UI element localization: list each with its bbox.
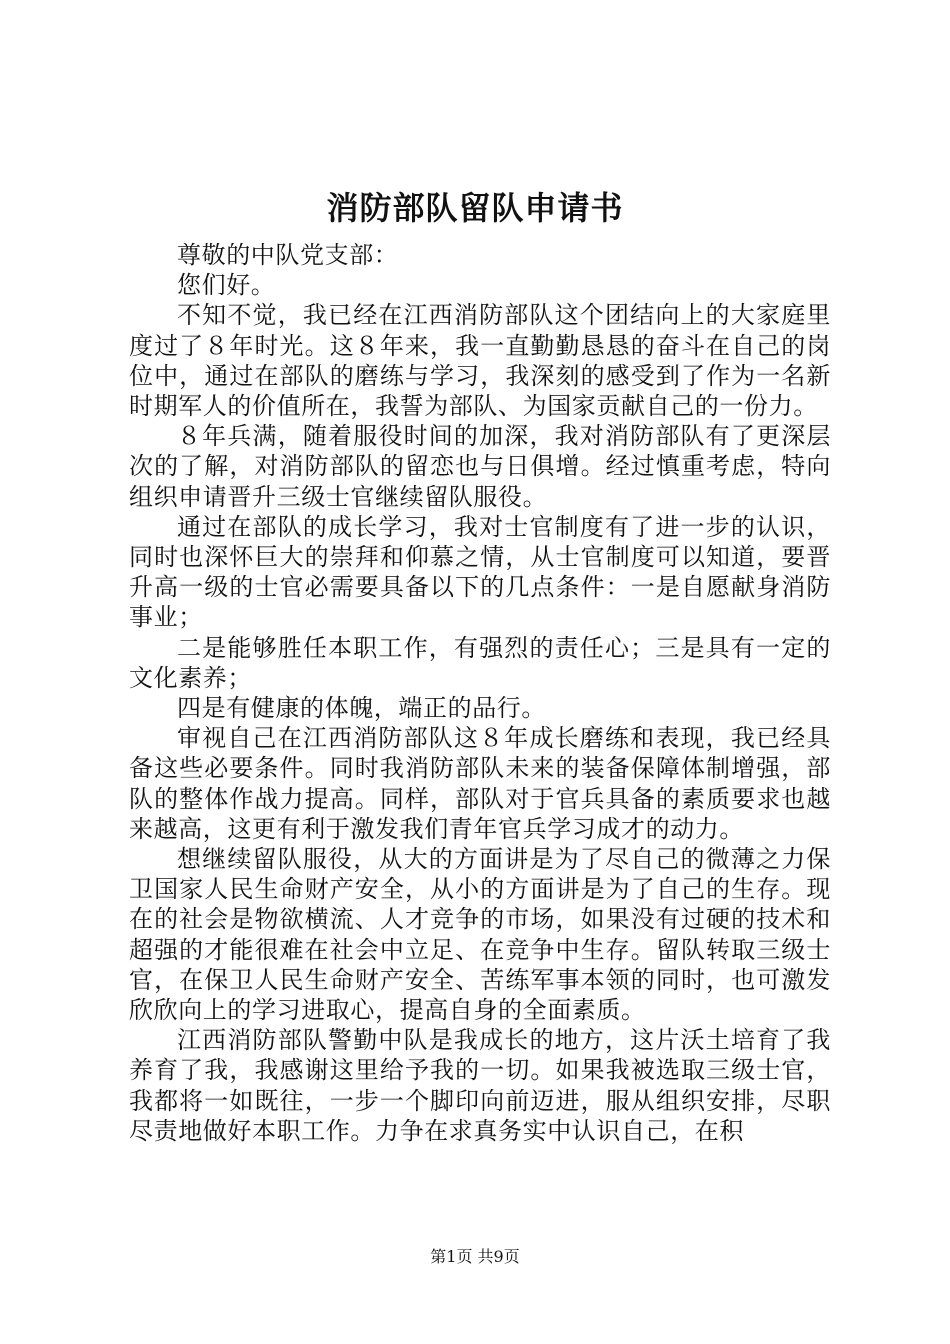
paragraph-body: ８年兵满，随着服役时间的加深，我对消防部队有了更深层次的了解，对消防部队的留恋也与日俱增。经过慎重考虑，特向组织申请晋升三级士官继续留队服役。 [129,422,831,511]
paragraph-body: 通过在部队的成长学习，我对士官制度有了进一步的认识，同时也深怀巨大的崇拜和仰慕之情，从士官制度可以知道，要晋升高一级的士官必需要具备以下的几点条件：一是自愿献身消防事业； [129,512,831,632]
paragraph-body: 审视自己在江西消防部队这８年成长磨练和表现，我已经具备这些必要条件。同时我消防部队未来的装备保障体制增强，部队的整体作战力提高。同样，部队对于官兵具备的素质要求也越来越高，这更有利于激发我们青年官兵学习成才的动力。 [129,724,831,843]
paragraph-body: 不知不觉，我已经在江西消防部队这个团结向上的大家庭里度过了８年时光。这８年来，我一直勤勤恳恳的奋斗在自己的岗位中，通过在部队的磨练与学习，我深刻的感受到了作为一名新时期军人的价值所在，我誓为部队、为国家贡献自己的一份力。 [129,301,831,421]
paragraph-body: 四是有健康的体魄，端正的品行。 [177,694,546,723]
paragraph-salutation: 尊敬的中队党支部： [177,241,399,269]
paragraph-body: 二是能够胜任本职工作，有强烈的责任心；三是具有一定的文化素养； [129,633,831,692]
paragraph-body: 想继续留队服役，从大的方面讲是为了尽自己的微薄之力保卫国家人民生命财产安全，从小的方面讲是为了自己的生存。现在的社会是物欲横流、人才竞争的市场，如果没有过硬的技术和超强的才能很难在社会中立足、在竞争中生存。留队转取三级士官，在保卫人民生命财产安全、苦练军事本领的同时，也可激发欣欣向上的学习进取心，提高自身的全面素质。 [129,845,831,1025]
paragraph-body: 江西消防部队警勤中队是我成长的地方，这片沃土培育了我养育了我，我感谢这里给予我的一切。如果我被选取三级士官，我都将一如既往，一步一个脚印向前迈进，服从组织安排，尽职尽责地做好本职工作。力争在求真务实中认识自己，在积 [129,1026,831,1145]
document-body [129,240,831,1146]
page-number-footer: 第1页 共9页 [430,1247,520,1266]
document-title: 消防部队留队申请书 [326,189,624,227]
paragraph-greeting: 您们好。 [177,271,276,300]
